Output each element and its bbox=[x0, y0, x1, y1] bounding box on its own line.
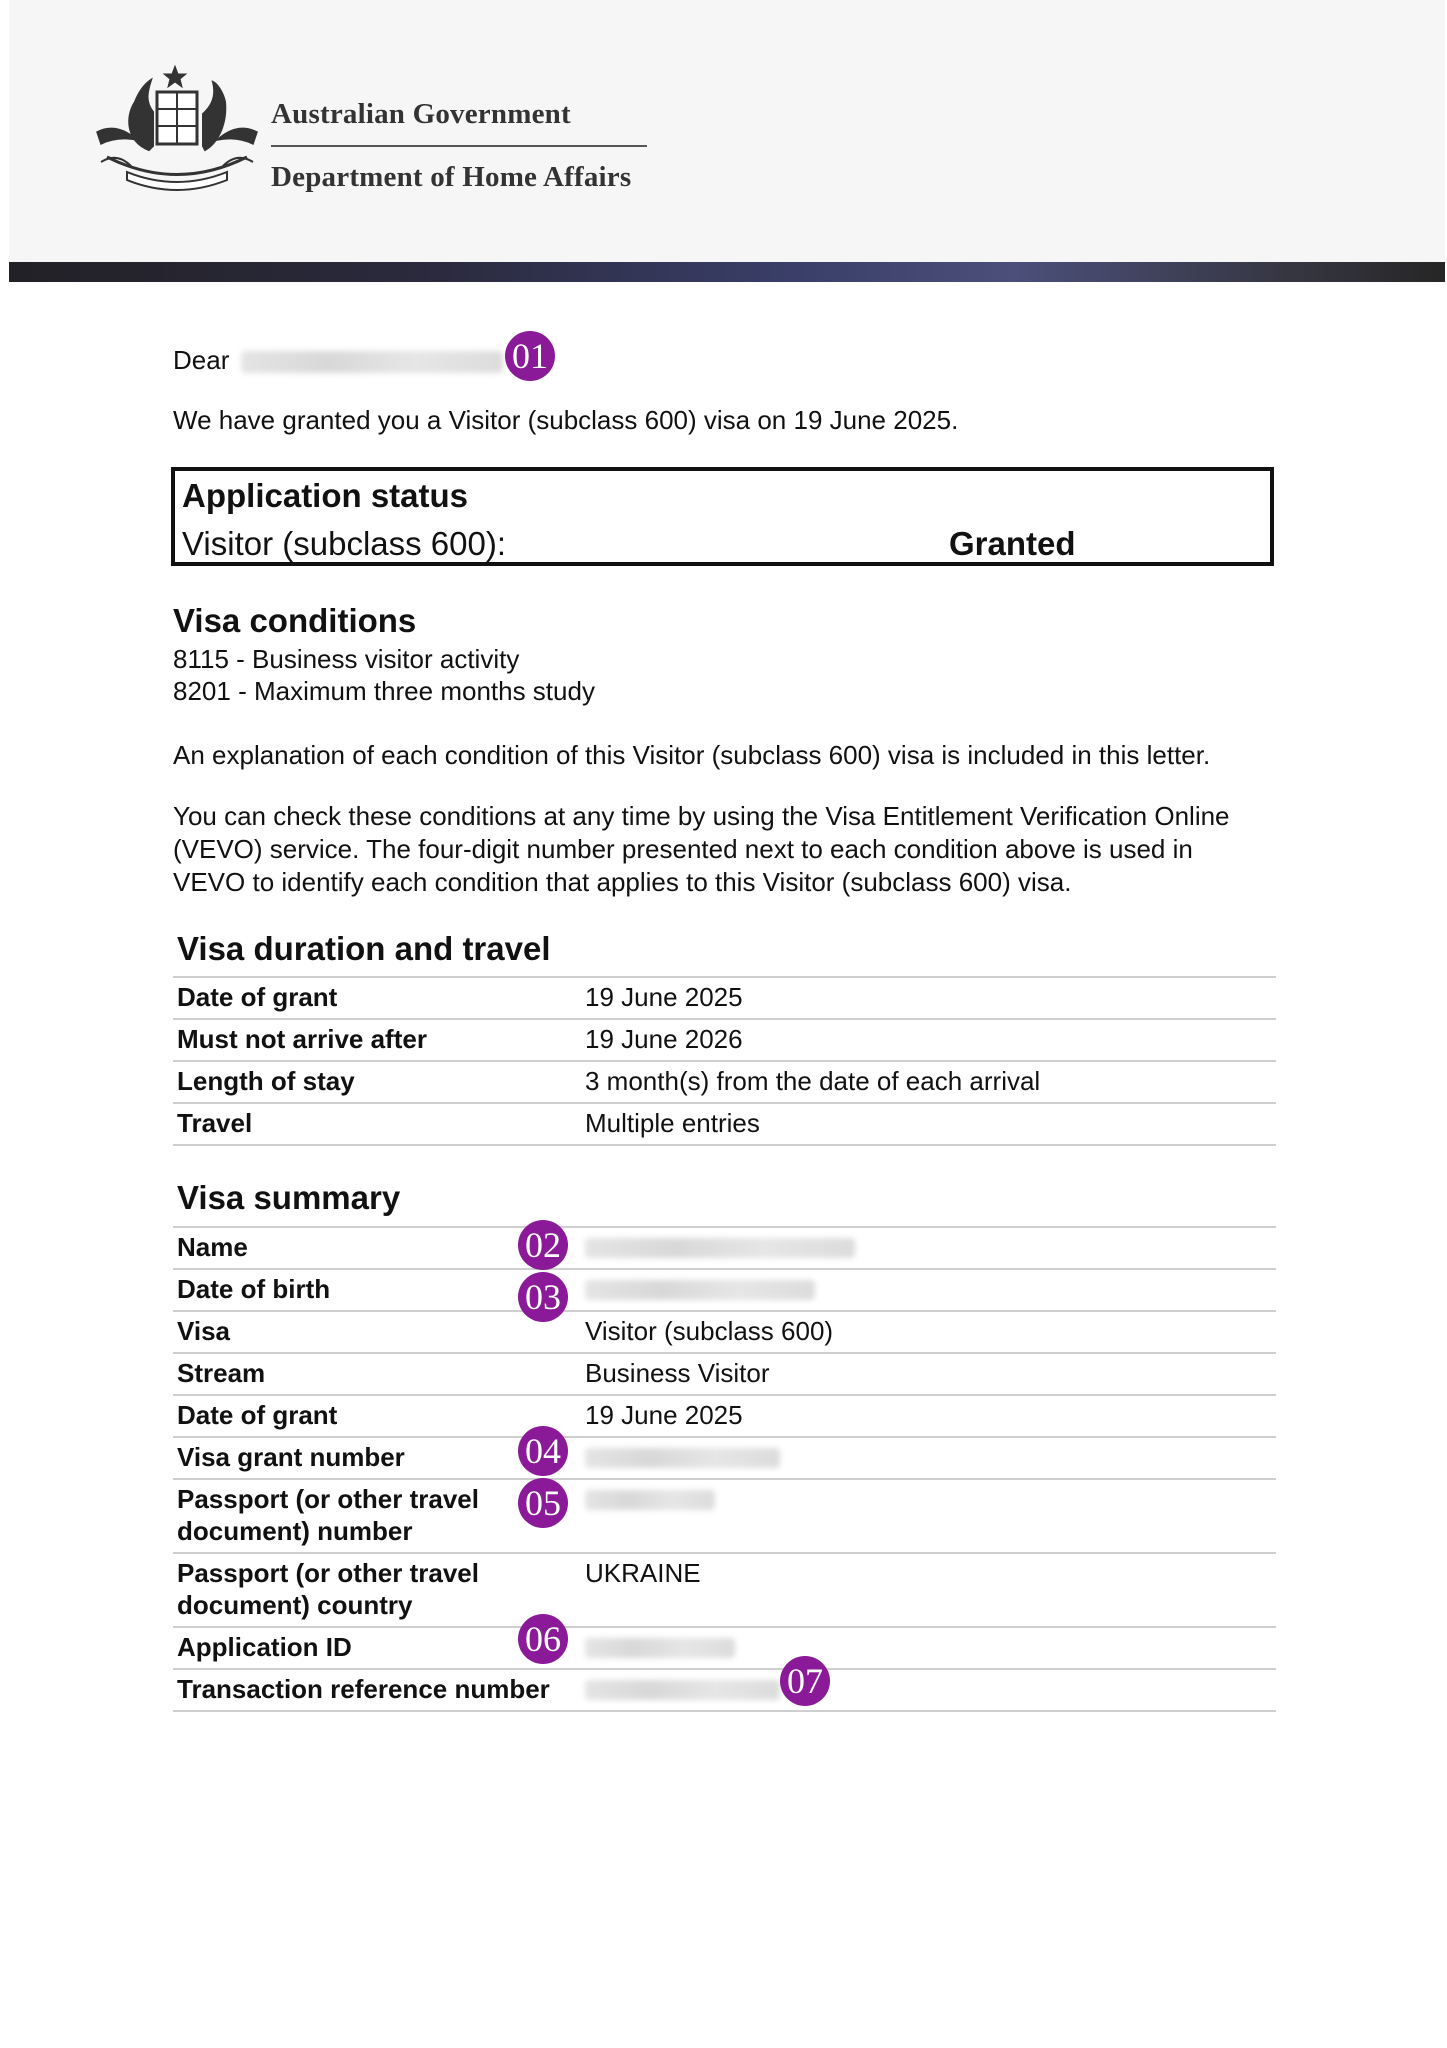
agency-name-block bbox=[271, 98, 647, 194]
row-value: 19 June 2025 bbox=[585, 982, 743, 1012]
row-key: Visa bbox=[177, 1316, 231, 1346]
marker-01: 01 bbox=[505, 331, 555, 381]
marker-04: 04 bbox=[518, 1426, 568, 1476]
condition-item: 8201 - Maximum three months study bbox=[173, 676, 595, 706]
table-row bbox=[173, 1626, 1276, 1668]
vevo-line: (VEVO) service. The four-digit number presented next to each condition above is used in bbox=[173, 834, 1193, 864]
duration-heading: Visa duration and travel bbox=[177, 930, 551, 967]
row-value: 19 June 2026 bbox=[585, 1024, 743, 1054]
condition-item: 8115 - Business visitor activity bbox=[173, 644, 520, 674]
conditions-heading: Visa conditions bbox=[173, 602, 417, 639]
table-row bbox=[173, 1060, 1276, 1102]
table-bottom-rule bbox=[173, 1710, 1276, 1712]
row-value: UKRAINE bbox=[585, 1558, 701, 1588]
marker-07: 07 bbox=[780, 1656, 830, 1706]
row-key: Stream bbox=[177, 1358, 266, 1388]
row-value: Visitor (subclass 600) bbox=[585, 1316, 834, 1346]
letter-header bbox=[9, 0, 1445, 262]
row-key: Transaction reference number bbox=[177, 1674, 550, 1704]
government-name: Australian Government bbox=[271, 98, 647, 147]
table-row bbox=[173, 1478, 1276, 1552]
table-row bbox=[173, 1394, 1276, 1436]
redacted-value bbox=[585, 1448, 780, 1468]
row-key: Date of grant bbox=[177, 1400, 338, 1430]
table-row bbox=[173, 1018, 1276, 1060]
table-row bbox=[173, 1668, 1276, 1710]
table-row bbox=[173, 1226, 1276, 1268]
row-key: Length of stay bbox=[177, 1066, 355, 1096]
table-row bbox=[173, 1436, 1276, 1478]
table-row bbox=[173, 1102, 1276, 1144]
marker-05: 05 bbox=[518, 1478, 568, 1528]
intro-text: We have granted you a Visitor (subclass 600) visa on 19 June 2025. bbox=[173, 405, 959, 435]
header-band bbox=[9, 262, 1445, 282]
row-key: document) country bbox=[177, 1590, 413, 1620]
table-row bbox=[173, 1352, 1276, 1394]
table-row bbox=[173, 1310, 1276, 1352]
coat-of-arms-icon bbox=[87, 62, 267, 202]
row-key: Name bbox=[177, 1232, 248, 1262]
row-key: Must not arrive after bbox=[177, 1024, 427, 1054]
redacted-value bbox=[585, 1680, 780, 1700]
row-key: Passport (or other travel bbox=[177, 1484, 479, 1514]
row-key: Date of grant bbox=[177, 982, 338, 1012]
table-row bbox=[173, 1268, 1276, 1310]
row-key: Visa grant number bbox=[177, 1442, 405, 1472]
row-value: Business Visitor bbox=[585, 1358, 770, 1388]
vevo-line: VEVO to identify each condition that applies to this Visitor (subclass 600) visa. bbox=[173, 867, 1072, 897]
table-row bbox=[173, 1552, 1276, 1626]
table-row bbox=[173, 976, 1276, 1018]
marker-03: 03 bbox=[518, 1272, 568, 1322]
redacted-value bbox=[585, 1490, 715, 1510]
vevo-line: You can check these conditions at any time by using the Visa Entitlement Verification Online bbox=[173, 801, 1230, 831]
marker-02: 02 bbox=[518, 1220, 568, 1270]
department-name: Department of Home Affairs bbox=[271, 161, 632, 193]
status-title: Application status bbox=[182, 477, 469, 514]
row-value: 19 June 2025 bbox=[585, 1400, 743, 1430]
row-key: Passport (or other travel bbox=[177, 1558, 479, 1588]
vevo-paragraph bbox=[173, 800, 1230, 899]
status-value: Granted bbox=[949, 525, 1076, 562]
row-value: Multiple entries bbox=[585, 1108, 760, 1138]
row-key: Travel bbox=[177, 1108, 253, 1138]
row-key: Date of birth bbox=[177, 1274, 331, 1304]
row-key: document) number bbox=[177, 1516, 413, 1546]
redacted-name bbox=[241, 351, 503, 373]
marker-06: 06 bbox=[518, 1614, 568, 1664]
redacted-value bbox=[585, 1238, 855, 1258]
duration-table bbox=[173, 976, 1276, 1146]
redacted-value bbox=[585, 1638, 735, 1658]
application-status-box bbox=[171, 467, 1274, 566]
status-label: Visitor (subclass 600): bbox=[182, 525, 507, 562]
summary-heading: Visa summary bbox=[177, 1179, 401, 1216]
table-bottom-rule bbox=[173, 1144, 1276, 1146]
summary-table bbox=[173, 1226, 1276, 1712]
redacted-value bbox=[585, 1280, 815, 1300]
conditions-explanation: An explanation of each condition of this Visitor (subclass 600) visa is included in this letter. bbox=[173, 740, 1211, 770]
row-key: Application ID bbox=[177, 1632, 352, 1662]
salutation-text: Dear bbox=[173, 345, 230, 375]
row-value: 3 month(s) from the date of each arrival bbox=[585, 1066, 1041, 1096]
salutation bbox=[173, 345, 503, 376]
